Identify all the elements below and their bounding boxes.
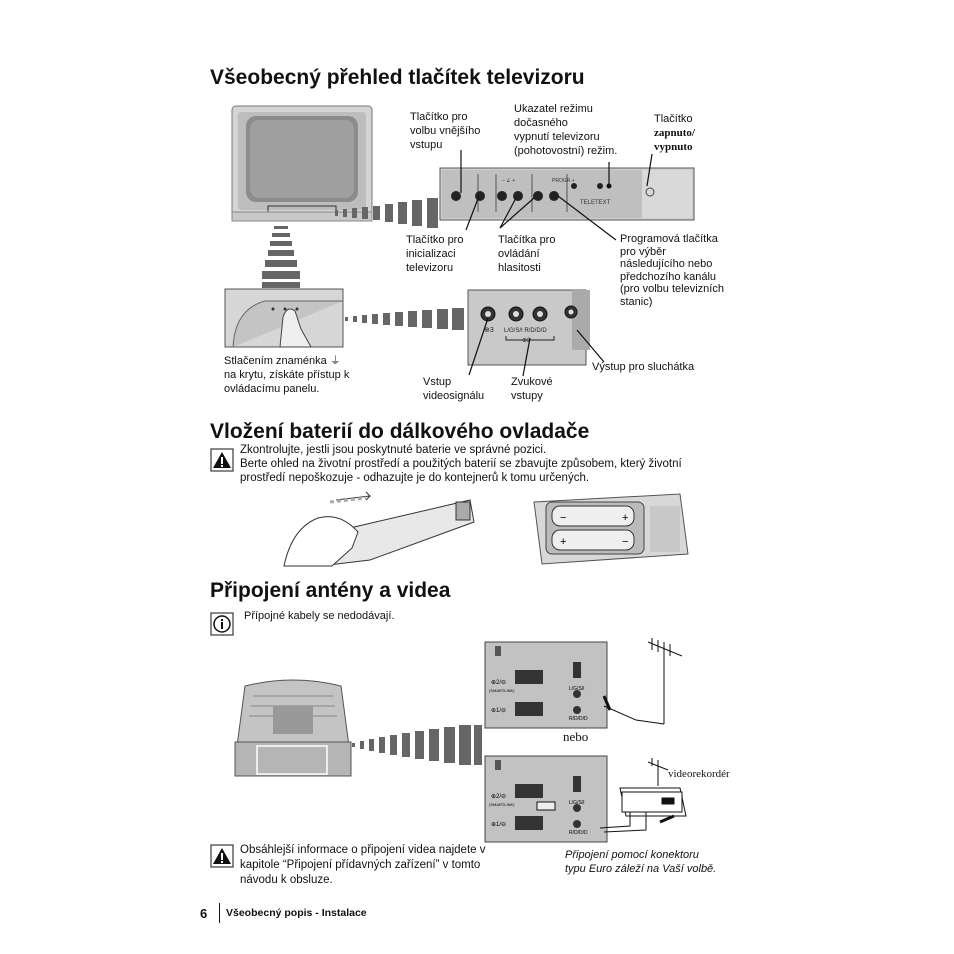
warning-icon bbox=[211, 449, 233, 471]
footer-section: Všeobecný popis - Instalace bbox=[226, 907, 367, 919]
warning-icon-2 bbox=[211, 845, 233, 867]
svg-text:⊕3: ⊕3 bbox=[484, 327, 494, 334]
remote-open-illustration bbox=[270, 488, 480, 568]
svg-text:⊕2/⊖: ⊕2/⊖ bbox=[491, 794, 507, 800]
svg-text:L/G/S/I: L/G/S/I bbox=[569, 800, 585, 806]
zoom-arrow-rear bbox=[352, 725, 484, 765]
teletext-label: TELETEXT bbox=[580, 200, 611, 206]
nebo-label: nebo bbox=[563, 729, 589, 744]
label-power-button: Tlačítko zapnuto/ vypnuto bbox=[654, 113, 695, 153]
info-icon bbox=[211, 613, 233, 635]
label-press-sign: Stlačením znaménka ⏚ na krytu, získáte přístup k ovládacímu panelu. bbox=[224, 355, 350, 395]
videorecorder-label: videorekordér bbox=[668, 768, 730, 780]
svg-text:PROGR +: PROGR + bbox=[552, 178, 575, 184]
svg-text:R/D/D/D: R/D/D/D bbox=[569, 830, 588, 836]
svg-text:−: − bbox=[622, 536, 629, 548]
svg-text:(SMARTLINK): (SMARTLINK) bbox=[489, 688, 515, 693]
label-standby-indicator: Ukazatel režimu dočasného vypnutí televizoru (pohotovostní) režim. bbox=[514, 103, 618, 157]
svg-text:+: + bbox=[622, 512, 629, 524]
label-headphones: Výstup pro sluchátka bbox=[592, 361, 695, 373]
svg-text:⊕3: ⊕3 bbox=[522, 338, 531, 344]
label-program-buttons: Programová tlačítka pro výběr následujícího nebo předchozího kanálu (pro volbu televizních stanic) bbox=[620, 233, 724, 308]
svg-text:(SMARTLINK): (SMARTLINK) bbox=[489, 802, 515, 807]
label-volume-buttons: Tlačítka pro ovládání hlasitosti bbox=[498, 234, 556, 274]
svg-text:L/G/S/I: L/G/S/I bbox=[569, 686, 585, 692]
label-audio-inputs: Zvukové vstupy bbox=[511, 376, 553, 402]
section-title-overview: Všeobecný přehled tlačítek televizoru bbox=[210, 66, 585, 89]
svg-text:⊕1/⊖: ⊕1/⊖ bbox=[491, 708, 507, 714]
tv-rear-image bbox=[233, 676, 353, 778]
label-reset-button: Tlačítko pro inicializaci televizoru bbox=[406, 234, 464, 274]
batteries-text: Zkontrolujte, jestli jsou poskytnuté baterie ve správné pozici. Berte ohled na životní prostředí a použitých baterií se zbavujte způsobem, který životní prostředí nepoškozuje - odhazujte je do kontejnerů k tomu určených. bbox=[240, 444, 682, 484]
connection-note: Připojení pomocí konektoru typu Euro záleží na Vaší volbě. bbox=[565, 849, 717, 875]
footer-divider bbox=[219, 903, 220, 923]
remote-batteries-image bbox=[530, 494, 690, 566]
svg-text:L/G/S/I R/D/D/D: L/G/S/I R/D/D/D bbox=[504, 328, 547, 334]
svg-text:⊕2/⊖: ⊕2/⊖ bbox=[491, 680, 507, 686]
label-input-button: Tlačítko pro volbu vnějšího vstupu bbox=[410, 111, 481, 151]
svg-text:− ∠ +: − ∠ + bbox=[502, 178, 516, 184]
label-video-input: Vstup videosignálu bbox=[423, 376, 485, 402]
section-title-batteries: Vložení baterií do dálkového ovladače bbox=[210, 420, 590, 443]
antenna-illustration-top bbox=[600, 636, 710, 736]
more-info-text: Obsáhlejší informace o připojení videa najdete v kapitole “Připojení přídavných zařízení” v tomto návodu k obsluze. bbox=[240, 844, 486, 886]
rear-panel-antenna-image bbox=[485, 642, 609, 730]
svg-text:R/D/D/D: R/D/D/D bbox=[569, 716, 588, 722]
svg-text:−: − bbox=[560, 512, 567, 524]
antenna-info-text: Přípojné kabely se nedodávají. bbox=[244, 610, 395, 622]
rear-panel-video-image bbox=[485, 756, 609, 844]
page-number: 6 bbox=[200, 906, 208, 921]
svg-text:⊕1/⊖: ⊕1/⊖ bbox=[491, 822, 507, 828]
section-title-antenna: Připojení antény a videa bbox=[210, 579, 451, 602]
svg-text:+: + bbox=[560, 536, 567, 548]
